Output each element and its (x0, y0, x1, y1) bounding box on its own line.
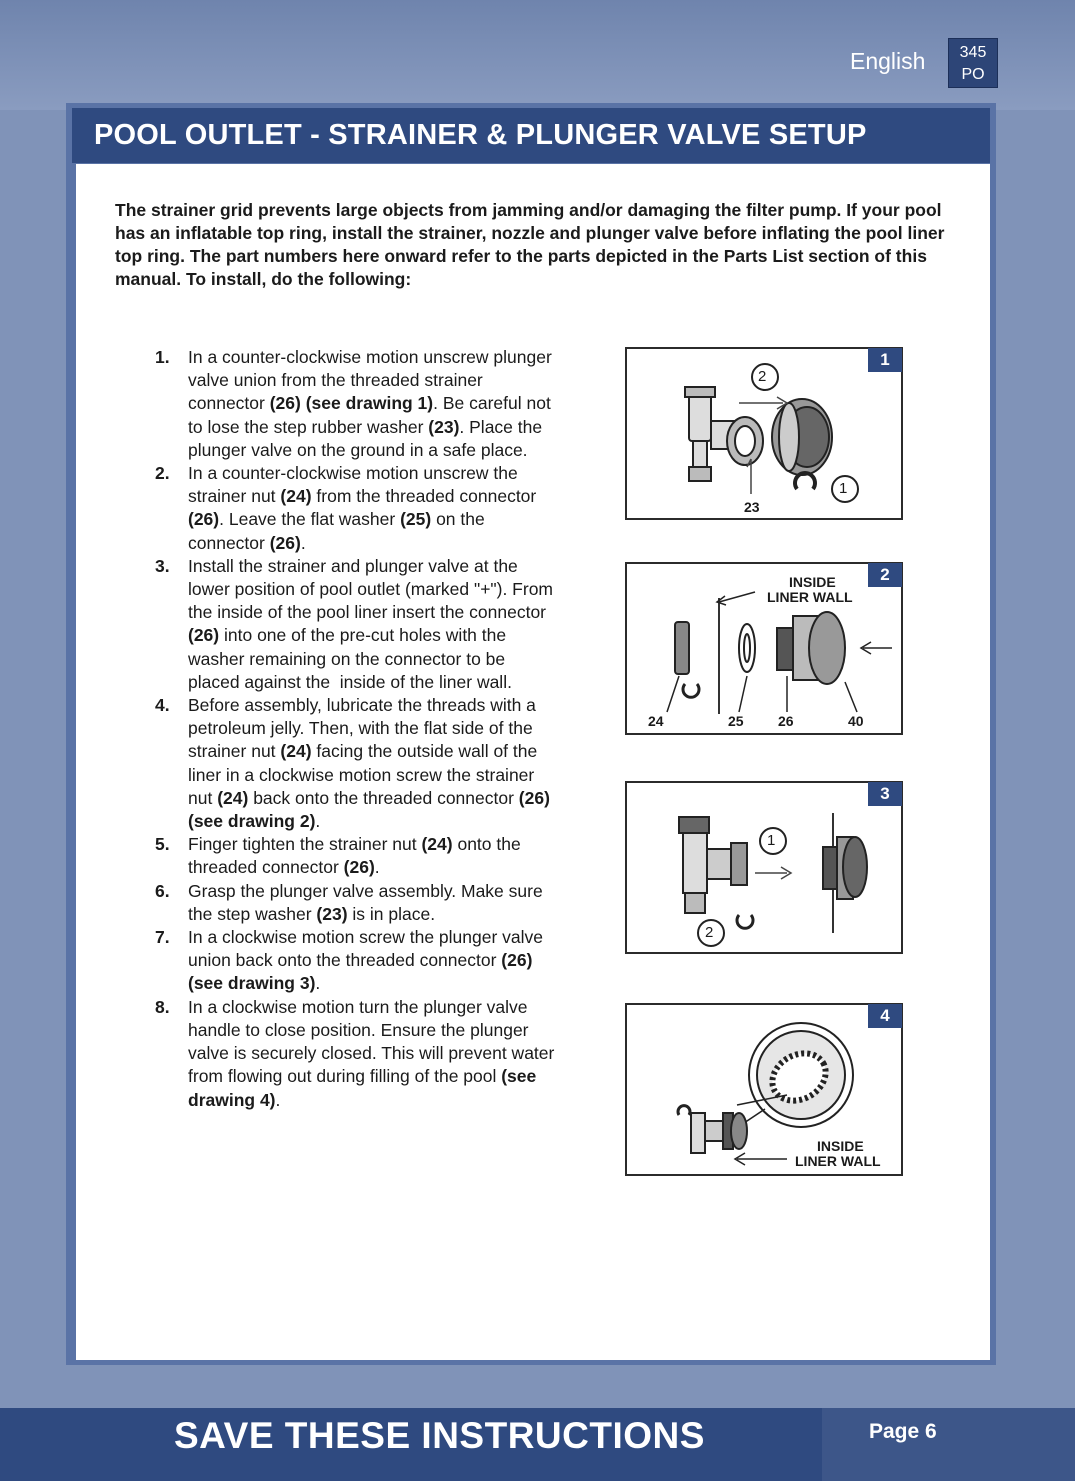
step-number: 4. (155, 695, 170, 716)
model-code-suffix: PO (961, 66, 985, 83)
drawing-3-number: 3 (868, 782, 902, 806)
step-text: In a counter-clockwise motion unscrew plunger valve union from the threaded strainer connector (26) (see drawing 1). Be careful not to lose the step rubber washer (23). Place the plunger valve on the ground in a safe place. (188, 347, 552, 460)
step-text: In a counter-clockwise motion unscrew the strainer nut (24) from the threaded connector (26). Leave the flat washer (25) on the connector (26). (188, 463, 537, 553)
drawing-3-step-marker-a: 1 (767, 832, 776, 849)
drawing-4-label-line1: INSIDE (817, 1138, 864, 1154)
step-item (150, 555, 560, 694)
drawing-2-part-25: 25 (728, 713, 744, 729)
step-number: 2. (155, 463, 170, 484)
step-item (150, 880, 560, 926)
save-instructions-banner: SAVE THESE INSTRUCTIONS (174, 1415, 705, 1456)
drawing-1-step-marker-a: 2 (758, 368, 767, 385)
step-text: In a clockwise motion screw the plunger valve union back onto the threaded connector (26) (see drawing 3). (188, 927, 544, 994)
step-text: Install the strainer and plunger valve at the lower position of pool outlet (marked "+"). From the inside of the pool liner insert the connector (26) into one of the pre-cut holes with the washer remaining on the connector to be placed against the inside of the liner wall. (188, 555, 554, 692)
drawing-2-label-line2: LINER WALL (767, 589, 853, 605)
drawing-1 (625, 347, 903, 520)
drawing-3-illustration (627, 783, 901, 952)
step-text: Finger tighten the strainer nut (24) onto the threaded connector (26). (188, 834, 521, 878)
drawing-4-number: 4 (868, 1004, 902, 1028)
drawing-4 (625, 1003, 903, 1176)
step-number: 6. (155, 880, 170, 901)
drawing-2-part-26: 26 (778, 713, 794, 729)
drawing-3 (625, 781, 903, 954)
step-number: 1. (155, 347, 170, 367)
page-title: POOL OUTLET - STRAINER & PLUNGER VALVE SETUP (72, 108, 990, 163)
drawing-1-step-marker-b: 1 (839, 480, 848, 497)
step-number: 7. (155, 927, 170, 948)
drawing-2-number: 2 (868, 563, 902, 587)
page-number: Page 6 (869, 1420, 937, 1443)
drawing-1-part-23: 23 (744, 499, 760, 515)
language-label: English (850, 48, 926, 74)
drawing-2-part-24: 24 (648, 713, 664, 729)
step-number: 3. (155, 555, 170, 576)
step-item (150, 996, 560, 1112)
intro-paragraph: The strainer grid prevents large objects from jamming and/or damaging the filter pump. If your pool has an inflatable top ring, install the strainer, nozzle and plunger valve before inflating the pool liner top ring. The part numbers here onward refer to the parts depicted in the Parts List section of this manual. To install, do the following: (115, 200, 945, 289)
step-text: Grasp the plunger valve assembly. Make sure the step washer (23) is in place. (188, 880, 543, 924)
drawing-2 (625, 562, 903, 735)
drawing-2-label-line1: INSIDE (789, 574, 836, 590)
step-item (150, 833, 560, 879)
drawing-4-label-line2: LINER WALL (795, 1153, 881, 1169)
step-number: 8. (155, 996, 170, 1017)
drawing-2-part-40: 40 (848, 713, 864, 729)
drawing-3-step-marker-b: 2 (705, 924, 714, 941)
step-item (150, 694, 560, 833)
step-item (150, 926, 560, 996)
step-text: Before assembly, lubricate the threads with a petroleum jelly. Then, with the flat side of the strainer nut (24) facing the outside wall of the liner in a clockwise motion screw the strainer nut (24) back onto the threaded connector (26) (see drawing 2). (188, 695, 550, 832)
step-item (150, 346, 560, 462)
model-code-badge (948, 38, 998, 88)
step-text: In a clockwise motion turn the plunger valve handle to close position. Ensure the plunger valve is securely closed. This will prevent water from flowing out during filling of the pool (see drawing 4). (188, 996, 555, 1110)
instruction-steps (150, 346, 560, 1112)
drawing-2-illustration (627, 564, 901, 733)
step-item (150, 462, 560, 555)
step-number: 5. (155, 834, 170, 855)
drawing-1-number: 1 (868, 348, 902, 372)
footer-page-block (822, 1408, 1075, 1481)
model-code-number: 345 (959, 44, 987, 61)
